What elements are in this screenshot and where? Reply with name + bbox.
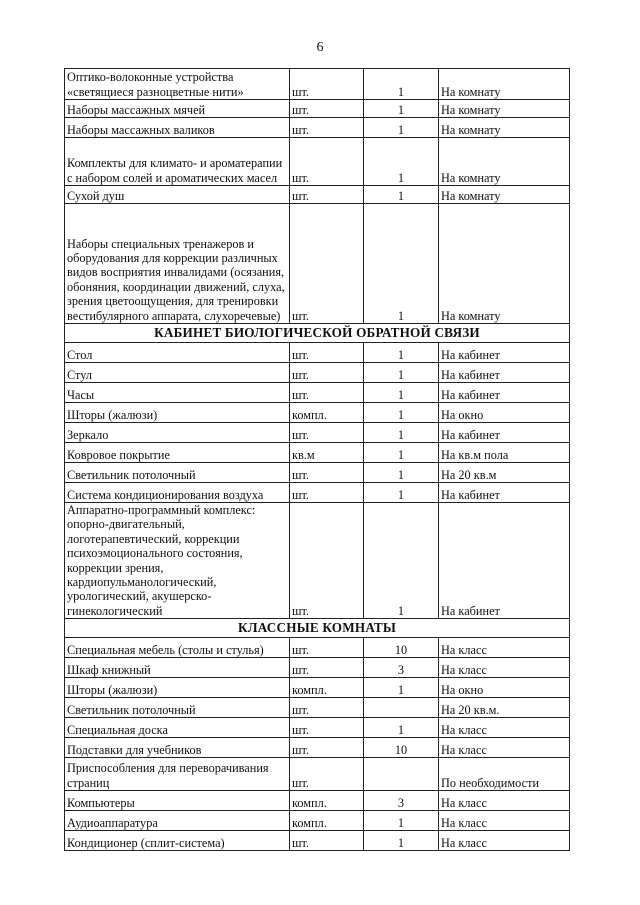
item-quantity: 1	[364, 718, 439, 738]
item-unit: компл.	[290, 791, 364, 811]
item-quantity: 1	[364, 423, 439, 443]
item-unit: шт.	[290, 138, 364, 186]
item-name: Ковровое покрытие	[65, 443, 290, 463]
section-header	[65, 324, 570, 343]
item-name: Специальная мебель (столы и стулья)	[65, 638, 290, 658]
table-row	[65, 658, 570, 678]
item-quantity: 1	[364, 204, 439, 324]
item-quantity: 1	[364, 811, 439, 831]
item-quantity: 1	[364, 186, 439, 204]
table-row	[65, 118, 570, 138]
item-quantity: 1	[364, 403, 439, 423]
item-norm: На 20 кв.м.	[439, 698, 570, 718]
item-norm: На класс	[439, 638, 570, 658]
item-quantity: 1	[364, 343, 439, 363]
item-name: Светильник потолочный	[65, 698, 290, 718]
item-quantity: 1	[364, 363, 439, 383]
item-norm: На 20 кв.м	[439, 463, 570, 483]
item-norm: На окно	[439, 678, 570, 698]
item-unit: шт.	[290, 100, 364, 118]
item-unit: шт.	[290, 718, 364, 738]
item-norm: На класс	[439, 718, 570, 738]
table-row	[65, 423, 570, 443]
item-norm: На кабинет	[439, 503, 570, 619]
item-norm: На комнату	[439, 186, 570, 204]
item-quantity: 10	[364, 638, 439, 658]
table-row	[65, 718, 570, 738]
section-title: КЛАССНЫЕ КОМНАТЫ	[65, 619, 570, 638]
item-quantity: 1	[364, 503, 439, 619]
item-name: Сухой душ	[65, 186, 290, 204]
item-quantity: 3	[364, 791, 439, 811]
table-row	[65, 443, 570, 463]
item-unit: кв.м	[290, 443, 364, 463]
item-unit: шт.	[290, 204, 364, 324]
table-row	[65, 69, 570, 100]
item-name: Аудиоаппаратура	[65, 811, 290, 831]
item-quantity: 1	[364, 678, 439, 698]
item-name: Специальная доска	[65, 718, 290, 738]
item-unit: компл.	[290, 403, 364, 423]
item-unit: шт.	[290, 383, 364, 403]
table-row	[65, 186, 570, 204]
table-row	[65, 204, 570, 324]
item-norm: На комнату	[439, 100, 570, 118]
item-unit: шт.	[290, 463, 364, 483]
item-norm: На класс	[439, 738, 570, 758]
item-norm: На кабинет	[439, 383, 570, 403]
item-norm: На кабинет	[439, 363, 570, 383]
item-name: Шторы (жалюзи)	[65, 403, 290, 423]
item-unit: компл.	[290, 678, 364, 698]
table-row	[65, 811, 570, 831]
table-row	[65, 758, 570, 791]
item-unit: шт.	[290, 69, 364, 100]
item-quantity: 1	[364, 443, 439, 463]
section-header	[65, 619, 570, 638]
table-row	[65, 503, 570, 619]
table-row	[65, 363, 570, 383]
item-name: Кондиционер (сплит-система)	[65, 831, 290, 851]
item-name: Часы	[65, 383, 290, 403]
item-name: Система кондиционирования воздуха	[65, 483, 290, 503]
table-row	[65, 698, 570, 718]
section-title: КАБИНЕТ БИОЛОГИЧЕСКОЙ ОБРАТНОЙ СВЯЗИ	[65, 324, 570, 343]
item-norm: На кв.м пола	[439, 443, 570, 463]
item-quantity	[364, 758, 439, 791]
table-row	[65, 463, 570, 483]
item-unit: шт.	[290, 698, 364, 718]
item-unit: шт.	[290, 831, 364, 851]
table-row	[65, 831, 570, 851]
item-norm: По необходимости	[439, 758, 570, 791]
item-name: Стул	[65, 363, 290, 383]
item-unit: шт.	[290, 423, 364, 443]
item-name: Компьютеры	[65, 791, 290, 811]
table-row	[65, 791, 570, 811]
item-quantity: 1	[364, 483, 439, 503]
item-norm: На комнату	[439, 118, 570, 138]
item-norm: На комнату	[439, 138, 570, 186]
item-unit: шт.	[290, 738, 364, 758]
item-norm: На класс	[439, 791, 570, 811]
item-quantity: 1	[364, 383, 439, 403]
item-norm: На класс	[439, 658, 570, 678]
item-name: Наборы массажных валиков	[65, 118, 290, 138]
item-unit: шт.	[290, 483, 364, 503]
item-unit: шт.	[290, 658, 364, 678]
item-name: Подставки для учебников	[65, 738, 290, 758]
item-quantity: 1	[364, 118, 439, 138]
item-name: Наборы специальных тренажеров и оборудования для коррекции различных видов восприятия инвалидами (осязания, обоняния, координации движений, слуха, зрения цветоощущения, для тренировки вестибулярного аппарата, слухоречевые)	[65, 204, 290, 324]
item-norm: На класс	[439, 831, 570, 851]
item-quantity: 10	[364, 738, 439, 758]
item-unit: шт.	[290, 758, 364, 791]
table-row	[65, 138, 570, 186]
table-row	[65, 100, 570, 118]
item-quantity: 1	[364, 831, 439, 851]
item-unit: компл.	[290, 811, 364, 831]
item-unit: шт.	[290, 503, 364, 619]
item-norm: На комнату	[439, 69, 570, 100]
table-row	[65, 343, 570, 363]
item-unit: шт.	[290, 343, 364, 363]
item-name: Шторы (жалюзи)	[65, 678, 290, 698]
item-unit: шт.	[290, 638, 364, 658]
item-quantity: 3	[364, 658, 439, 678]
item-quantity: 1	[364, 463, 439, 483]
item-name: Оптико-волоконные устройства «светящиеся разноцветные нити»	[65, 69, 290, 100]
item-name: Комплекты для климато- и ароматерапии с набором солей и ароматических масел	[65, 138, 290, 186]
table-row	[65, 738, 570, 758]
table-row	[65, 678, 570, 698]
item-norm: На класс	[439, 811, 570, 831]
item-norm: На кабинет	[439, 343, 570, 363]
item-name: Зеркало	[65, 423, 290, 443]
item-quantity: 1	[364, 138, 439, 186]
item-name: Аппаратно-программный комплекс: опорно-двигательный, логотерапевтический, коррекции психоэмоционального состояния, коррекции зрения, кардиопульманологический, урологический, акушерско-гинекологический	[65, 503, 290, 619]
item-name: Наборы массажных мячей	[65, 100, 290, 118]
item-name: Приспособления для переворачивания страниц	[65, 758, 290, 791]
item-unit: шт.	[290, 186, 364, 204]
item-name: Светильник потолочный	[65, 463, 290, 483]
table-row	[65, 638, 570, 658]
item-name: Шкаф книжный	[65, 658, 290, 678]
table-row	[65, 383, 570, 403]
equipment-table	[64, 68, 570, 851]
item-norm: На кабинет	[439, 483, 570, 503]
item-unit: шт.	[290, 118, 364, 138]
table-row	[65, 483, 570, 503]
table-row	[65, 403, 570, 423]
page-number: 6	[316, 40, 324, 55]
item-norm: На окно	[439, 403, 570, 423]
item-quantity: 1	[364, 69, 439, 100]
item-norm: На комнату	[439, 204, 570, 324]
item-norm: На кабинет	[439, 423, 570, 443]
item-quantity	[364, 698, 439, 718]
item-quantity: 1	[364, 100, 439, 118]
item-unit: шт.	[290, 363, 364, 383]
item-name: Стол	[65, 343, 290, 363]
